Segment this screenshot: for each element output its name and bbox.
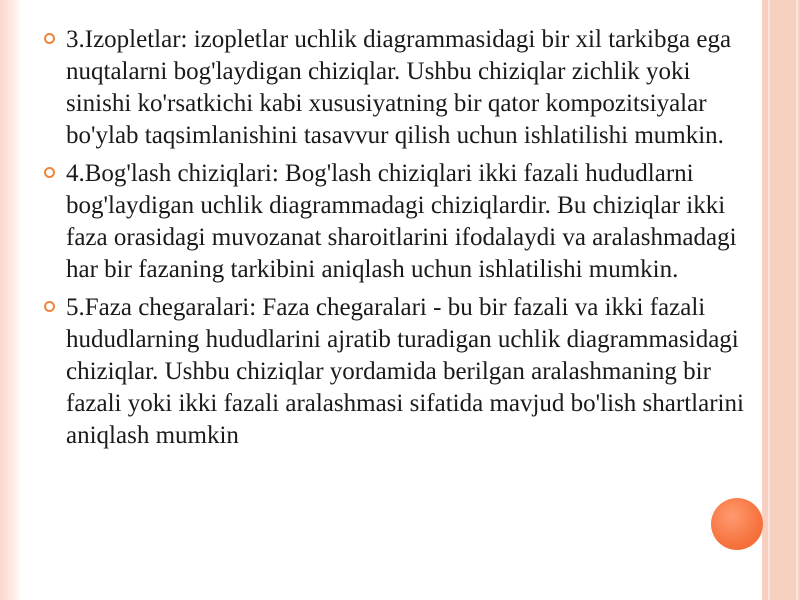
bullet-circle-icon xyxy=(44,33,55,44)
bullet-item xyxy=(44,158,744,286)
bullet-text: 4.Bog'lash chiziqlari: Bog'lash chiziqlari ikki fazali hududlarni bog'laydigan uchlik diagrammadagi chiziqlardir. Bu chiziqlar ikki faza orasidagi muvozanat sharoitlarini ifodalaydi va aralashmadagi har bir fazaning tarkibini aniqlash uchun ishlatilishi mumkin. xyxy=(66,160,737,283)
bullet-circle-icon xyxy=(44,301,55,312)
bullet-text: 5.Faza chegaralari: Faza chegaralari - bu bir fazali va ikki fazali hududlarning hududlarini ajratib turadigan uchlik diagrammasidagi chiziqlar. Ushbu chiziqlar yordamida berilgan aralashmaning bir fazali yoki ikki fazali aralashmasi sifatida mavjud bo'lish shartlarini aniqlash mumkin xyxy=(66,294,744,449)
bullet-text: 3.Izopletlar: izopletlar uchlik diagrammasidagi bir xil tarkibga ega nuqtalarni bog'laydigan chiziqlar. Ushbu chiziqlar zichlik yoki sinishi ko'rsatkichi kabi xususiyatning bir qator kompozitsiyalar bo'ylab taqsimlanishini tasavvur qilish uchun ishlatilishi mumkin. xyxy=(66,26,732,149)
right-band-line xyxy=(796,0,798,600)
slide-content xyxy=(44,24,744,458)
bullet-circle-icon xyxy=(44,167,55,178)
bullet-item xyxy=(44,292,744,452)
right-band-line xyxy=(768,0,770,600)
decorative-circle xyxy=(711,498,763,550)
bullet-item xyxy=(44,24,744,152)
left-edge-decoration xyxy=(0,0,22,600)
